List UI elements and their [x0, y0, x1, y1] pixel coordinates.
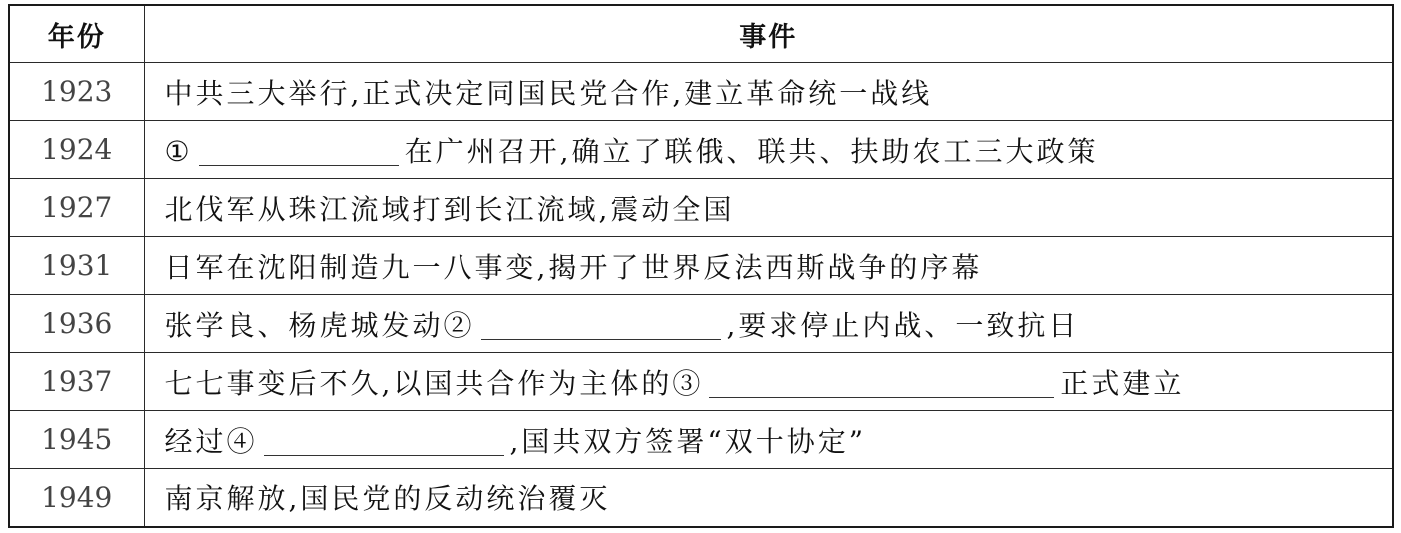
year-cell: 1931 — [9, 237, 144, 295]
fill-in-blank-1[interactable] — [199, 135, 399, 166]
event-text-before: 七七事变后不久,以国共合作为主体的③ — [164, 366, 704, 400]
table-row — [9, 295, 1393, 353]
year-cell: 1936 — [9, 295, 144, 353]
event-text-after: 正式建立 — [1060, 366, 1185, 400]
event-text-after: ,要求停止内战、一致抗日 — [726, 308, 1080, 342]
table-row — [9, 411, 1393, 469]
history-table-container — [8, 4, 1394, 527]
event-cell: 中共三大举行,正式决定同国民党合作,建立革命统一战线 — [144, 63, 1393, 121]
table-row — [9, 179, 1393, 237]
history-events-table — [8, 4, 1394, 528]
year-cell: 1949 — [9, 469, 144, 527]
event-text-before: 张学良、杨虎城发动② — [164, 308, 475, 342]
table-row — [9, 121, 1393, 179]
header-year: 年份 — [9, 5, 144, 63]
year-cell: 1924 — [9, 121, 144, 179]
table-row — [9, 469, 1393, 527]
blank-marker: ① — [164, 134, 193, 168]
event-cell — [144, 295, 1393, 353]
event-text-before: 经过④ — [164, 424, 258, 458]
table-row — [9, 353, 1393, 411]
year-cell: 1937 — [9, 353, 144, 411]
event-text-after: ,国共双方签署“双十协定” — [509, 424, 867, 458]
fill-in-blank-3[interactable] — [709, 367, 1054, 398]
header-event: 事件 — [144, 5, 1393, 63]
event-cell: 南京解放,国民党的反动统治覆灭 — [144, 469, 1393, 527]
fill-in-blank-2[interactable] — [481, 309, 721, 340]
event-cell — [144, 353, 1393, 411]
event-cell — [144, 411, 1393, 469]
fill-in-blank-4[interactable] — [264, 425, 504, 456]
table-row — [9, 63, 1393, 121]
table-row — [9, 237, 1393, 295]
year-cell: 1923 — [9, 63, 144, 121]
event-cell: 北伐军从珠江流域打到长江流域,震动全国 — [144, 179, 1393, 237]
year-cell: 1945 — [9, 411, 144, 469]
event-cell: 日军在沈阳制造九一八事变,揭开了世界反法西斯战争的序幕 — [144, 237, 1393, 295]
year-cell: 1927 — [9, 179, 144, 237]
event-cell — [144, 121, 1393, 179]
event-text-after: 在广州召开,确立了联俄、联共、扶助农工三大政策 — [404, 134, 1099, 168]
header-row — [9, 5, 1393, 63]
